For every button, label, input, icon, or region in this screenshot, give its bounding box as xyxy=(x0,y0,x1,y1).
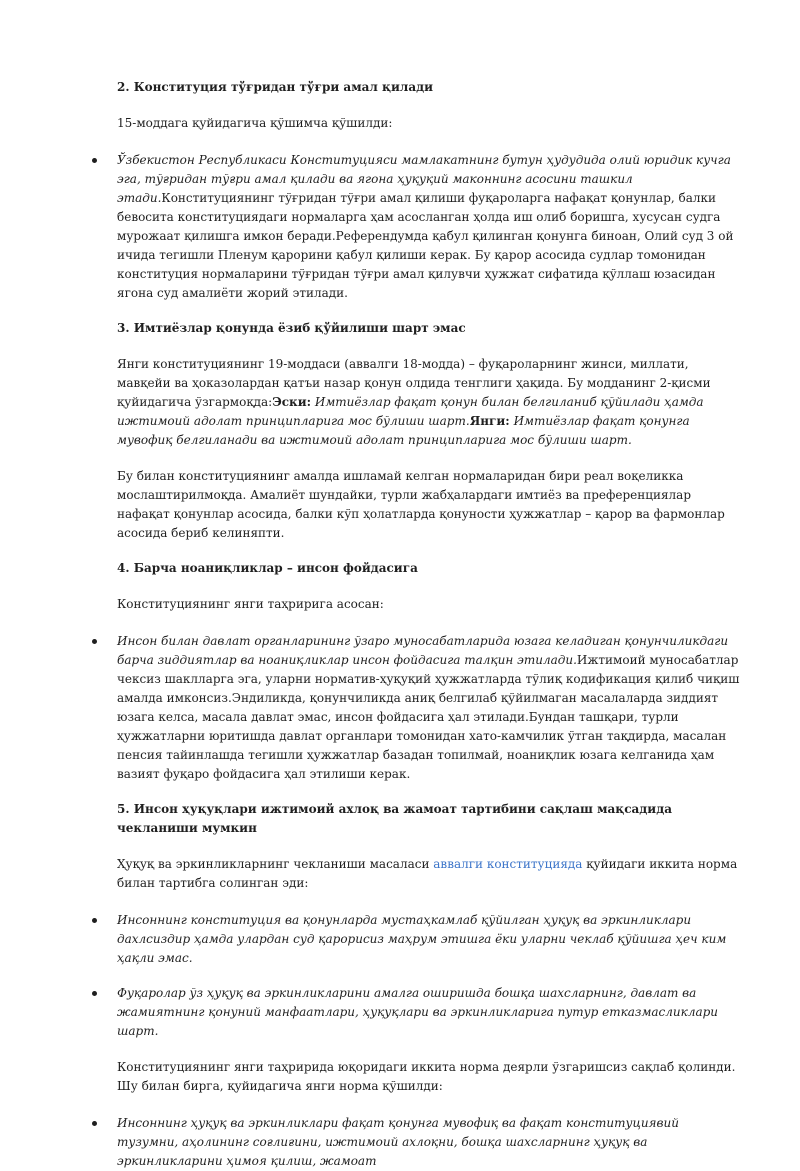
paragraph xyxy=(117,355,742,450)
text: Конституциянинг тўғридан тўғри амал қилиши фуқароларга нафақат қонунлар, балки бевосита конституциядаги нормаларга ҳам асосланган ҳолда иш олиб боришга, хусусан судга мурожаат қилишга имкон беради.Референдумда қабул қилинган қонунга биноан, Олий суд 3 ой ичида тегишли Пленум қарорини қабул қилиши керак. Бу қарор асосида судлар томонидан конституция нормаларини тўғридан тўғри амал қилувчи ҳужжат сифатида қўллаш юзасидан ягона суд амалиёти жорий этилади. xyxy=(117,191,734,300)
paragraph: Бу билан конституциянинг амалда ишламай келган нормаларидан бири реал воқеликка мослаштирилмоқда. Амалиёт шундайки, турли жабҳалардаги имтиёз ва преференциялар нафақат қонунлар асосида, балки кўп ҳолатларда қонуности ҳужжатлар – қарор ва фармонлар асосида бериб келиняпти. xyxy=(117,469,725,540)
paragraph: Конституциянинг янги таҳририда юқоридаги иккита норма деярли ўзгаришсиз сақлаб қолинди. Шу билан бирга, қуйидагича янги норма қўшилди: xyxy=(117,1060,736,1093)
list-item xyxy=(117,632,742,784)
list-item xyxy=(117,151,742,303)
paragraph: 15-моддага қуйидагича қўшимча қўшилди: xyxy=(117,116,393,130)
italic-text: Инсоннинг конституция ва қонунларда мустаҳкамлаб қўйилган ҳуқуқ ва эркинликлари дахлсиздир ҳамда улардан суд қарорисиз маҳрум этишга ёки уларни чеклаб қўйишга ҳеч ким ҳақли эмас. xyxy=(117,913,727,965)
bullet-list xyxy=(117,984,742,1041)
text: қуйидаги иккита норма билан тартибга солинган эди: xyxy=(117,857,738,890)
article-body xyxy=(117,78,742,1171)
list-item xyxy=(117,911,742,968)
italic-text: Ўзбекистон Республикаси Конституцияси мамлакатнинг бутун ҳудудида олий юридик кучга эга, тўғридан тўғри амал қилади ва ягона ҳуқуқий маконнинг асосини ташкил этади. xyxy=(117,153,731,205)
list-item xyxy=(117,1114,742,1171)
previous-constitution-link[interactable]: аввалги конституцияда xyxy=(433,857,583,871)
italic-text: Фуқаролар ўз ҳуқуқ ва эркинликларини амалга оширишда бошқа шахсларнинг, давлат ва жамиятнинг қонуний манфаатлари, ҳуқуқлари ва эркинликларига путур етказмасликлари шарт. xyxy=(117,986,719,1038)
italic-text: Инсон билан давлат органларининг ўзаро муносабатларида юзага келадиган қонунчиликдаги барча зиддиятлар ва ноаниқликлар инсон фойдасига талқин этилади. xyxy=(117,634,729,667)
bullet-list xyxy=(117,632,742,784)
new-label: Янги: xyxy=(469,414,510,428)
new-text: Имтиёзлар фақат қонунга мувофиқ белгиланади ва ижтимоий адолат принципларига мос бўлиши шарт. xyxy=(117,414,690,447)
italic-text: Инсоннинг ҳуқуқ ва эркинликлари фақат қонунга мувофиқ ва фақат конституциявий тузумни, аҳолининг соғлиғини, ижтимоий ахлоқни, бошқа шахсларнинг ҳуқуқ ва эркинликларини ҳимоя қилиш, жамоат xyxy=(117,1116,679,1168)
text: Янги конституциянинг 19-моддаси (аввалги 18-модда) – фуқароларнинг жинси, миллати, мавқейи ва ҳоказолардан қатъи назар қонун олдида тенглиги ҳақида. Бу модданинг 2-қисми қуйидагича ўзгармоқда: xyxy=(117,357,711,409)
section-heading-2: 2. Конституция тўғридан тўғри амал қилади xyxy=(117,80,433,94)
text: Ижтимоий муносабатлар чексиз шаклларга эга, уларни норматив-ҳуқуқий ҳужжатларда тўлиқ кодификация қилиб чиқиш амалда имконсиз.Эндиликда, қонунчиликда аниқ белгилаб қўйилмаган масалаларда зиддият юзага келса, масала давлат эмас, инсон фойдасига ҳал этилади.Бундан ташқари, турли ҳужжатларни юритишда давлат органлари томонидан хато-камчилик ўтган тақдирда, масалан пенсия тайинлашда тегишли ҳужжатлар базадан топилмай, ноаниқлик юзага келганида ҳам вазият фуқаро фойдасига ҳал этилиши керак. xyxy=(117,653,740,781)
paragraph xyxy=(117,855,742,893)
bullet-list xyxy=(117,911,742,968)
bullet-list xyxy=(117,1114,742,1171)
paragraph: Конституциянинг янги таҳририга асосан: xyxy=(117,597,384,611)
bullet-list xyxy=(117,151,742,303)
section-heading-4: 4. Барча ноаниқликлар – инсон фойдасига xyxy=(117,561,418,575)
old-text: Имтиёзлар фақат қонун билан белгиланиб қўйилади ҳамда ижтимоий адолат принципларига мос бўлиши шарт. xyxy=(117,395,704,428)
section-heading-3: 3. Имтиёзлар қонунда ёзиб қўйилиши шарт эмас xyxy=(117,321,466,335)
section-heading-5: 5. Инсон ҳуқуқлари ижтимоий ахлоқ ва жамоат тартибини сақлаш мақсадида чекланиши мумкин xyxy=(117,802,672,835)
text: Ҳуқуқ ва эркинликларнинг чекланиши масаласи xyxy=(117,857,434,871)
old-label: Эски: xyxy=(272,395,312,409)
list-item xyxy=(117,984,742,1041)
